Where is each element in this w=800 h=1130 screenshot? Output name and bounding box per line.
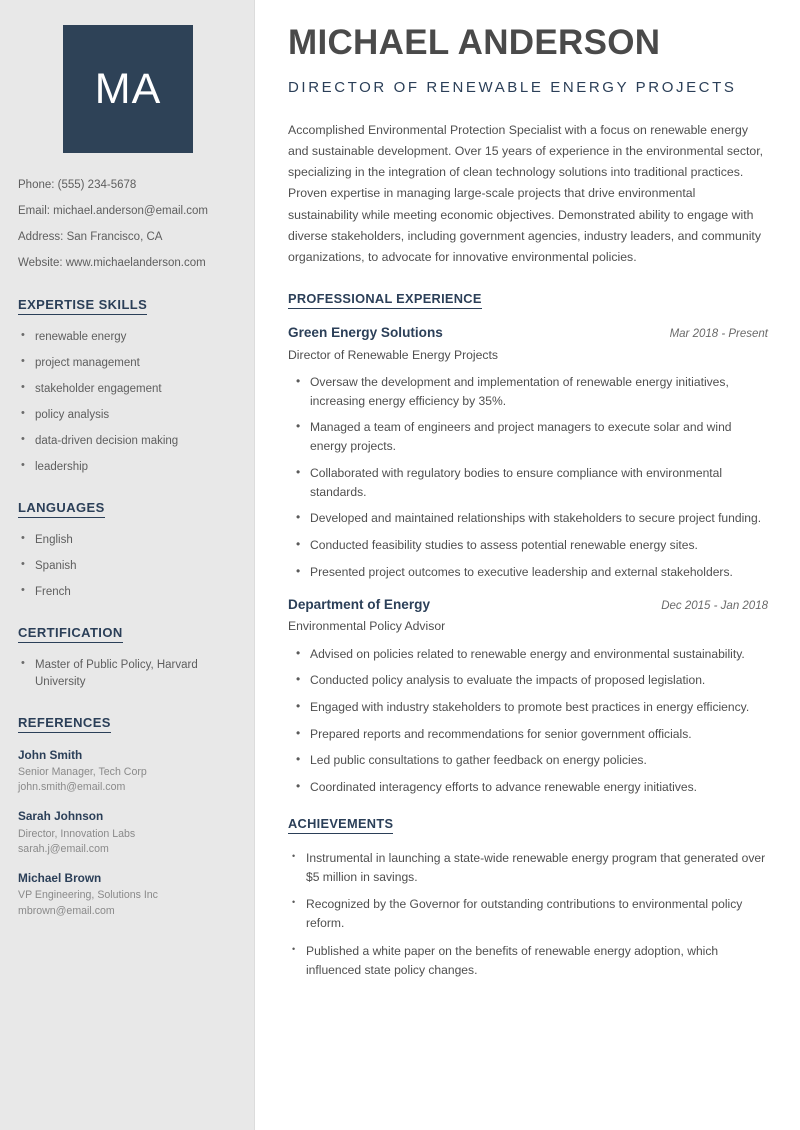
reference-item [18,808,238,857]
expertise-skills-list [18,329,238,476]
list-item: • Developed and maintained relationships with stakeholders to secure project funding. [288,509,768,528]
reference-name: John Smith [18,747,83,762]
languages-list [18,532,238,600]
company-name: Department of Energy [288,596,431,612]
certification-list [18,657,238,689]
list-item: • Conducted feasibility studies to assess potential renewable energy sites. [288,536,768,555]
references-heading: REFERENCES [18,715,111,733]
list-item: • project management [18,355,238,371]
reference-item [18,870,238,919]
main-content [255,0,800,1130]
job-role: Environmental Policy Advisor [288,619,446,634]
list-item: • Collaborated with regulatory bodies to ensure compliance with environmental standards. [288,464,768,501]
reference-name: Sarah Johnson [18,809,104,824]
reference-email: sarah.j@email.com [18,842,109,855]
professional-experience-heading: PROFESSIONAL EXPERIENCE [288,291,482,309]
page-title: MICHAEL ANDERSON [288,23,661,62]
certification-heading: CERTIFICATION [18,625,123,643]
list-item: • Engaged with industry stakeholders to promote best practices in energy efficiency. [288,698,768,717]
section-languages [18,499,238,600]
section-certification [18,624,238,689]
list-item: • Master of Public Policy, Harvard University [18,657,238,689]
experience-header [288,324,768,342]
list-item: • Advised on policies related to renewable energy and environmental sustainability. [288,645,768,664]
list-item: • leadership [18,459,238,475]
sidebar [0,0,255,1130]
list-item: • Managed a team of engineers and project managers to execute solar and wind energy projects. [288,418,768,455]
languages-heading: LANGUAGES [18,500,105,518]
list-item: • Oversaw the development and implementation of renewable energy initiatives, increasing energy efficiency by 35%. [288,373,768,410]
list-item: • Instrumental in launching a state-wide renewable energy program that generated over $5 million in savings. [288,849,768,886]
list-item: • data-driven decision making [18,433,238,449]
achievements-list [288,849,768,979]
avatar [63,25,193,153]
job-role: Director of Renewable Energy Projects [288,347,498,362]
list-item: • Prepared reports and recommendations for senior government officials. [288,725,768,744]
avatar-initials: MA [94,64,162,113]
list-item: • policy analysis [18,407,238,423]
contact-email: Email: michael.anderson@email.com [18,205,208,218]
reference-email: john.smith@email.com [18,781,126,794]
reference-title: Senior Manager, Tech Corp [18,765,147,778]
professional-title: DIRECTOR OF RENEWABLE ENERGY PROJECTS [288,78,737,96]
list-item: • Published a white paper on the benefits of renewable energy adoption, which influenced state policy changes. [288,942,768,979]
list-item: • Presented project outcomes to executive leadership and external stakeholders. [288,563,768,582]
experience-header [288,596,768,614]
experience-bullets [288,645,768,797]
contact-block [18,178,238,272]
reference-title: Director, Innovation Labs [18,827,136,840]
list-item: • Spanish [18,558,238,574]
experience-entry [288,596,768,797]
contact-phone: Phone: (555) 234-5678 [18,179,137,191]
reference-email: mbrown@email.com [18,904,115,917]
company-name: Green Energy Solutions [288,324,443,340]
list-item: • French [18,584,238,600]
list-item: • Led public consultations to gather feedback on energy policies. [288,751,768,770]
list-item: • Recognized by the Governor for outstanding contributions to environmental policy reform. [288,895,768,932]
section-professional-experience [288,290,768,797]
experience-entry [288,324,768,582]
experience-bullets [288,373,768,582]
contact-address: Address: San Francisco, CA [18,231,163,244]
employment-dates: Mar 2018 - Present [669,327,768,340]
list-item: • English [18,532,238,548]
section-achievements [288,815,768,979]
list-item: • Coordinated interagency efforts to advance renewable energy initiatives. [288,778,768,797]
expertise-skills-heading: EXPERTISE SKILLS [18,297,147,315]
reference-title: VP Engineering, Solutions Inc [18,889,158,902]
list-item: • Conducted policy analysis to evaluate the impacts of proposed legislation. [288,671,768,690]
contact-website: Website: www.michaelanderson.com [18,257,206,270]
achievements-heading: ACHIEVEMENTS [288,816,393,834]
employment-dates: Dec 2015 - Jan 2018 [661,599,768,612]
reference-name: Michael Brown [18,871,102,886]
list-item: • stakeholder engagement [18,381,238,397]
section-expertise-skills [18,296,238,476]
professional-summary: Accomplished Environmental Protection Specialist with a focus on renewable energy and sustainable development. Over 15 years of experience in the environmental sector, specializing in the integration of clean technology solutions into traditional practices. Proven expertise in managing large-scale projects that drive environmental sustainability while meeting economic objectives. Demonstrated ability to engage with diverse stakeholders, including government agencies, industry leaders, and community organizations, to advocate for innovative environmental policies. [288,123,764,264]
section-references [18,714,238,919]
list-item: • renewable energy [18,329,238,345]
reference-item [18,747,238,796]
